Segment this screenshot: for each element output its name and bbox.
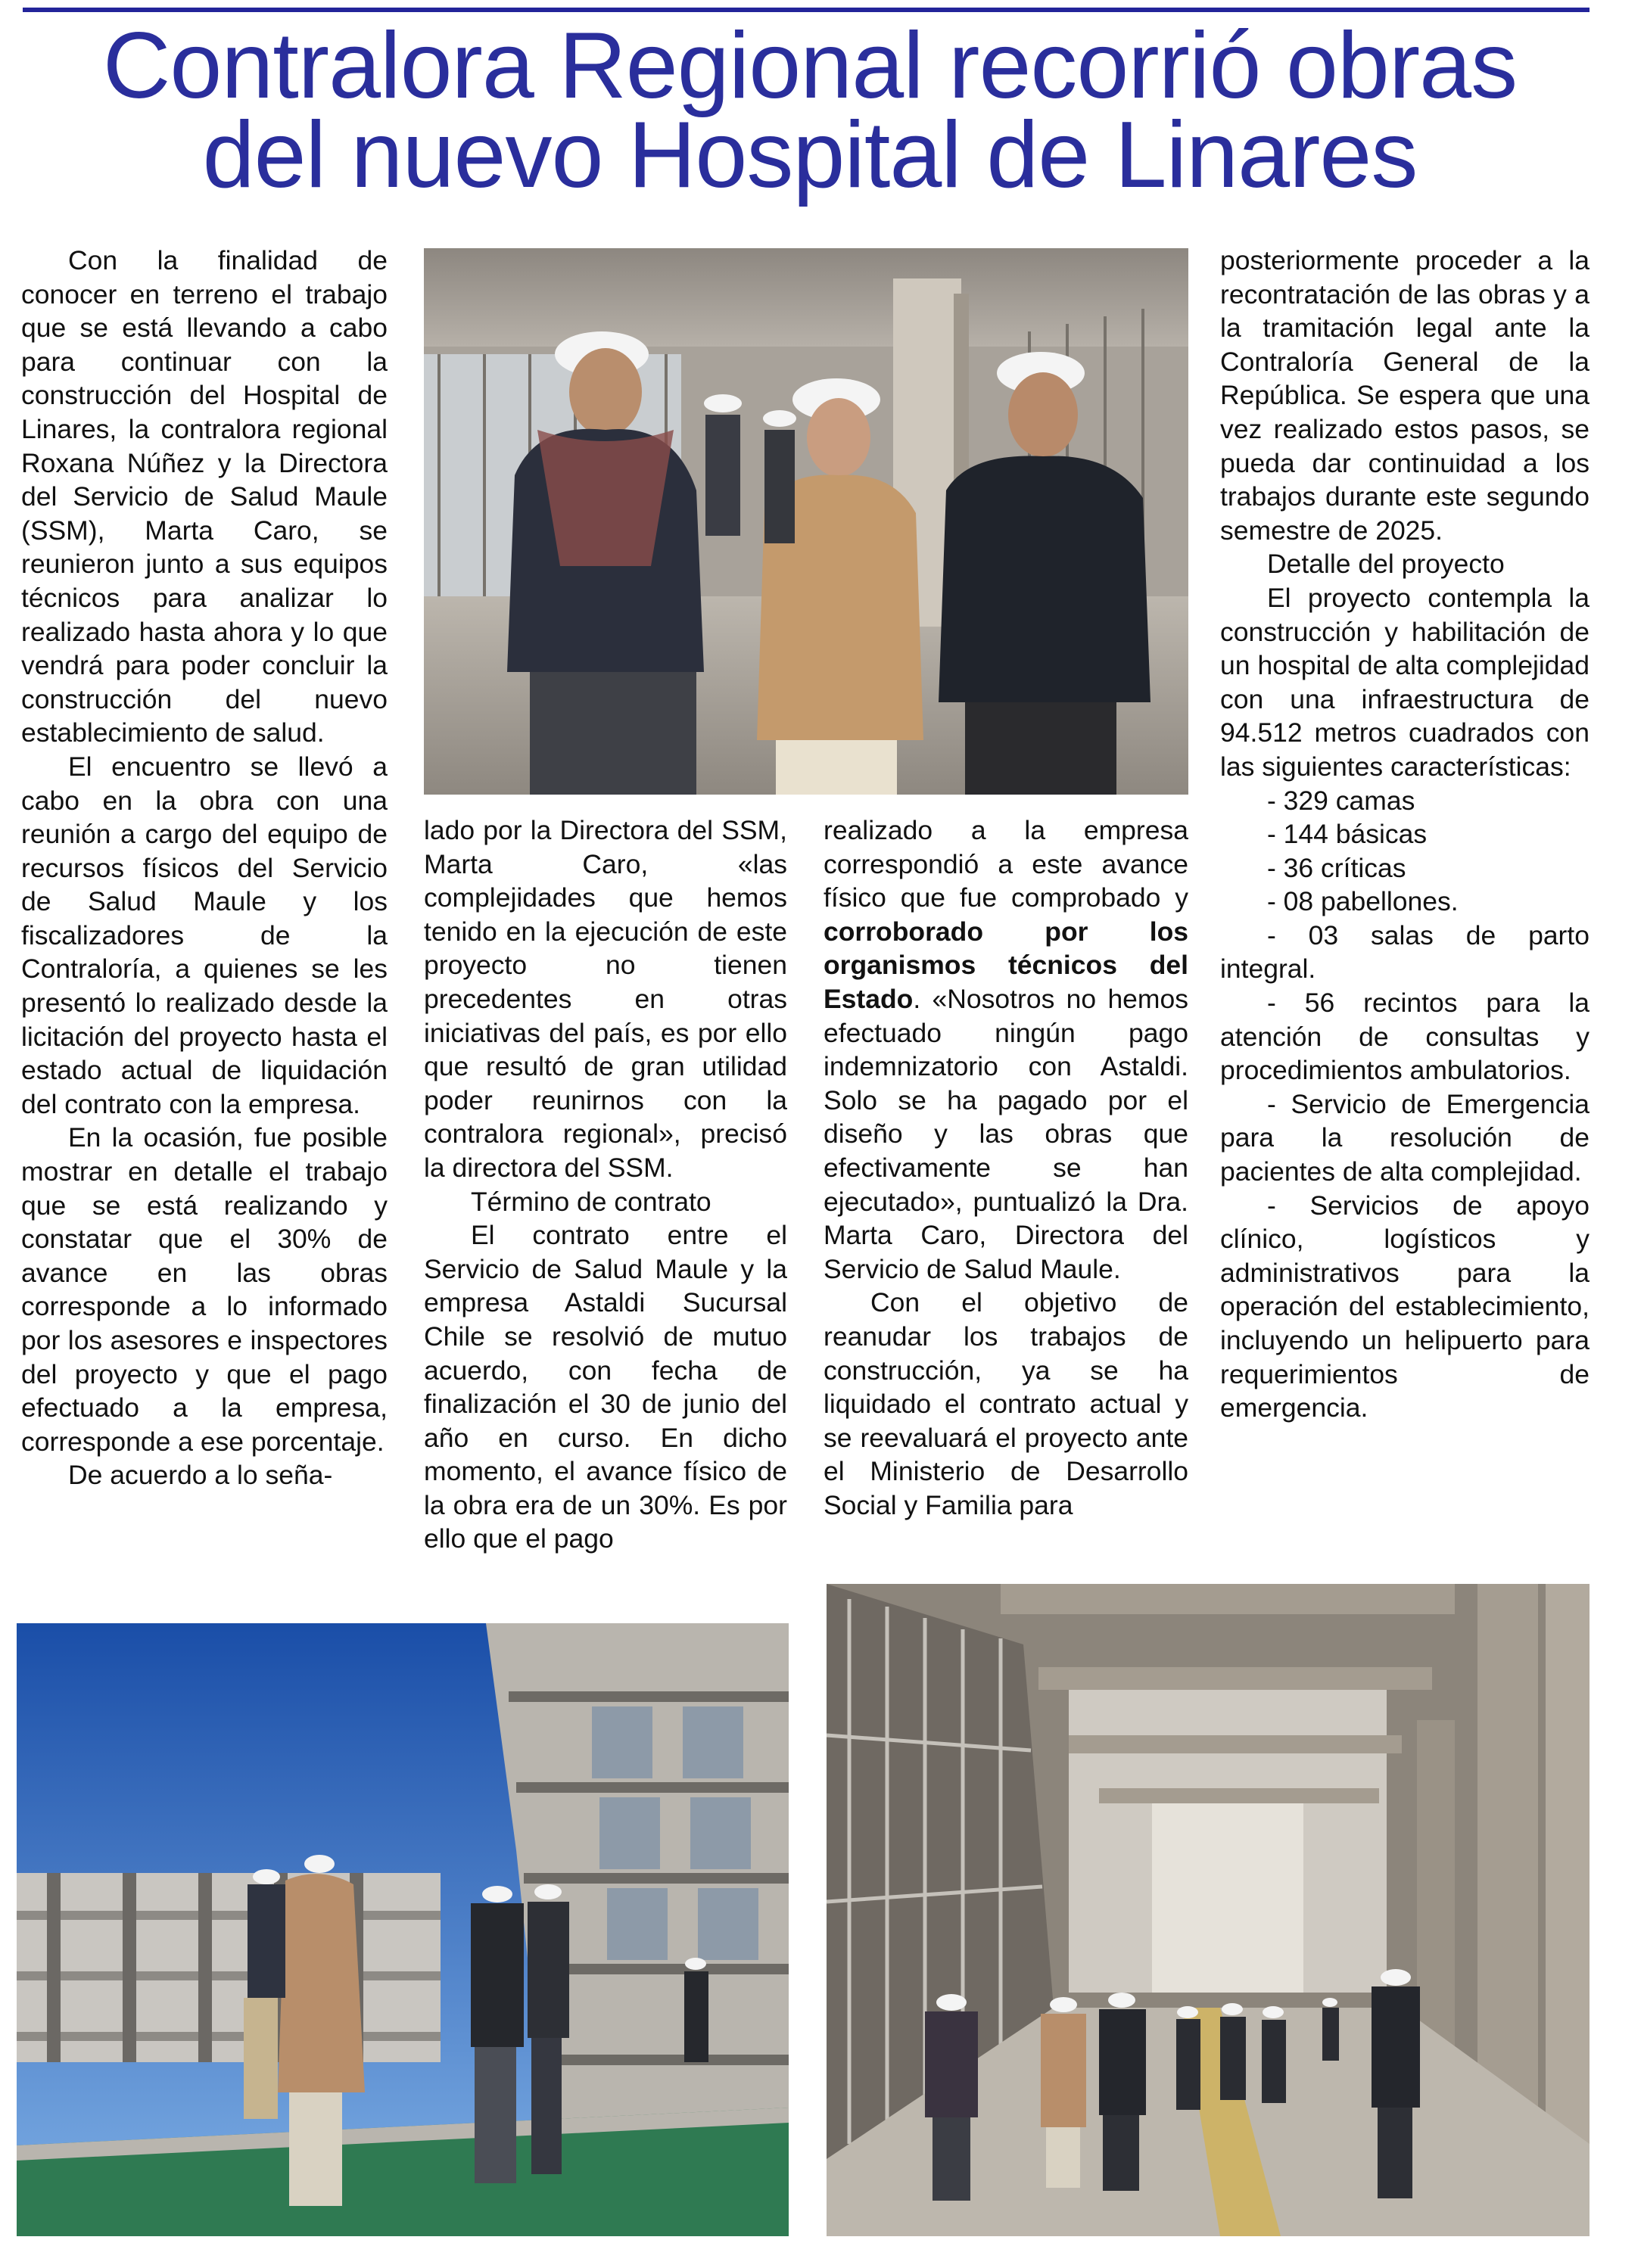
- column-4: [1220, 244, 1590, 1425]
- list-item: - 56 recintos para la atención de consultas y procedimientos ambulatorios.: [1220, 988, 1590, 1086]
- paragraph: Con la finalidad de conocer en terreno el trabajo que se está llevando a cabo para continuar con la construcción del Hospital de Linares, la contralora regional Roxana Núñez y la Directora del Servicio de Salud Maule (SSM), Marta Caro, se reunieron junto a sus equipos técnicos para analizar lo realizado hasta ahora y lo que vendrá para poder concluir la construcción del nuevo establecimiento de salud.: [21, 245, 388, 748]
- paragraph-text: . «Nosotros no hemos efectuado ningún pago indemnizatorio con Astaldi. Solo se ha pagado por el diseño y las obras que efectivamente se han ejecutado», puntualizó la Dra. Marta Caro, Directora del Servicio de Salud Maule.: [824, 983, 1188, 1284]
- paragraph: En la ocasión, fue posible mostrar en detalle el trabajo que se está realizando y constatar que el 30% de avance en las obras corresponde a lo informado por los asesores e inspectores del proyecto y que el pago efectuado a la empresa, corresponde a ese porcentaje.: [21, 1122, 388, 1457]
- paragraph: [824, 814, 1188, 1286]
- subheading: Detalle del proyecto: [1267, 549, 1505, 580]
- column-1: [21, 244, 388, 1492]
- column-2: [424, 814, 787, 1556]
- paragraph: El proyecto contempla la construcción y habilitación de un hospital de alta complejidad con una infraestructura de 94.512 metros cuadrados con las siguientes características:: [1220, 582, 1590, 782]
- list-item: - 144 básicas: [1267, 819, 1428, 850]
- list-item: - 08 pabellones.: [1267, 886, 1459, 917]
- paragraph: El encuentro se llevó a cabo en la obra con una reunión a cargo del equipo de recursos físicos del Servicio de Salud Maule y los fiscalizadores de la Contraloría, a quienes se les presentó lo realizado desde la licitación del proyecto hasta el estado actual de liquidación del contrato con la empresa.: [21, 751, 388, 1119]
- paragraph-text: realizado a la empresa correspondió a este avance físico que fue comprobado y: [824, 815, 1188, 913]
- paragraph: posteriormente proceder a la recontratación de las obras y a la tramitación legal ante la Contraloría General de la República. Se espera que una vez realizado estos pasos, se pueda dar continuidad a los trabajos durante este segundo semestre de 2025.: [1220, 245, 1590, 546]
- paragraph: lado por la Directora del SSM, Marta Caro, «las complejidades que hemos tenido en la ejecución de este proyecto no tienen precedentes en otras iniciativas del país, es por ello que resultó de gran utilidad poder reunirnos con la contralora regional», precisó la directora del SSM.: [424, 815, 787, 1183]
- paragraph: Con el objetivo de reanudar los trabajos de construcción, ya se ha liquidado el contrato actual y se reevaluará el proyecto ante el Ministerio de Desarrollo Social y Familia para: [824, 1287, 1188, 1520]
- subheading: Término de contrato: [471, 1186, 711, 1217]
- list-item: - 329 camas: [1267, 785, 1415, 816]
- headline: Contralora Regional recorrió obras del nuevo Hospital de Linares: [102, 14, 1518, 207]
- photo-officials-inside-building: [424, 248, 1188, 795]
- list-item: - Servicio de Emergencia para la resolución de pacientes de alta complejidad.: [1220, 1088, 1590, 1187]
- list-item: - 36 críticas: [1267, 852, 1406, 883]
- bold-text: corroborado por los organismos técnicos del Estado: [824, 916, 1188, 1014]
- top-rule: [23, 8, 1590, 12]
- photo-rooftop-visit: [17, 1623, 789, 2236]
- photo-corridor-walk: [827, 1584, 1590, 2236]
- column-3: [824, 814, 1188, 1522]
- list-item: - Servicios de apoyo clínico, logísticos y administrativos para la operación del establecimiento, incluyendo un helipuerto para requerimientos de emergencia.: [1220, 1190, 1590, 1423]
- paragraph: El contrato entre el Servicio de Salud Maule y la empresa Astaldi Sucursal Chile se resolvió de mutuo acuerdo, con fecha de finalización el 30 de junio del año en curso. En dicho momento, el avance físico de la obra era de un 30%. Es por ello que el pago: [424, 1220, 787, 1554]
- list-item: - 03 salas de parto integral.: [1220, 919, 1590, 985]
- paragraph: De acuerdo a lo seña-: [68, 1460, 333, 1491]
